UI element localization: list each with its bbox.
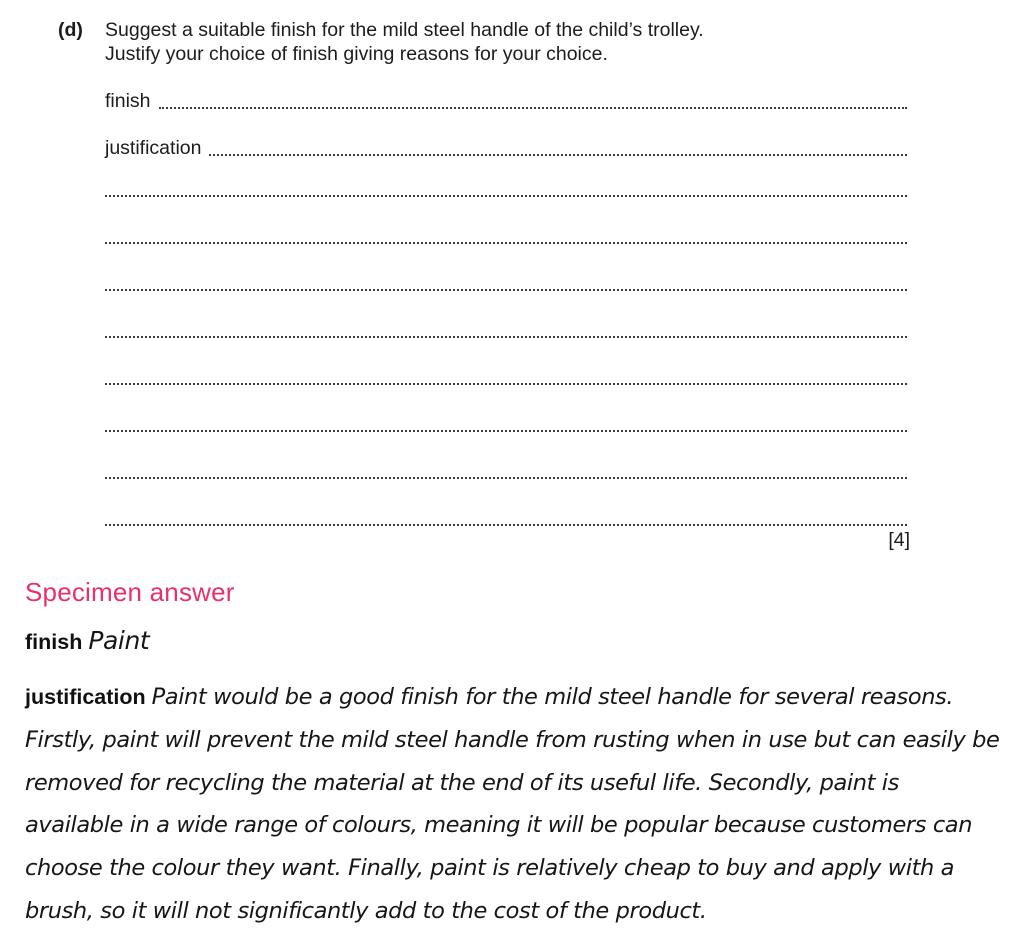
blank-dotted-line bbox=[105, 242, 907, 244]
blank-dotted-line bbox=[105, 524, 907, 526]
blank-dotted-line bbox=[105, 383, 907, 385]
specimen-finish-label: finish bbox=[25, 630, 83, 654]
question-prompt bbox=[105, 18, 704, 66]
specimen-finish-line bbox=[25, 626, 149, 655]
finish-label: finish bbox=[105, 90, 151, 112]
question-number: (d) bbox=[58, 19, 83, 41]
blank-dotted-line bbox=[105, 430, 907, 432]
specimen-answer-heading: Specimen answer bbox=[25, 577, 235, 607]
blank-dotted-line bbox=[105, 477, 907, 479]
marks-indicator: [4] bbox=[888, 529, 910, 551]
question-prompt-line1: Suggest a suitable finish for the mild steel handle of the child’s trolley. bbox=[105, 19, 704, 41]
finish-dotted-line bbox=[159, 90, 907, 109]
specimen-justification-label: justification bbox=[25, 685, 146, 709]
justification-dotted-line bbox=[209, 137, 907, 156]
question-block bbox=[58, 18, 704, 66]
blank-dotted-line bbox=[105, 289, 907, 291]
specimen-justification-paragraph bbox=[25, 676, 1000, 933]
finish-answer-row bbox=[105, 90, 907, 112]
specimen-justification-answer: Paint would be a good finish for the mild steel handle for several reasons. Firstly, paint will prevent the mild steel handle from rusting when in use but can easily be removed for recycling the material at the end of its useful life. Secondly, paint is available in a wide range of colours, meaning it will be popular because customers can choose the colour they want. Finally, paint is relatively cheap to buy and apply with a brush, so it will not significantly add to the cost of the product. bbox=[25, 684, 1000, 924]
blank-dotted-line bbox=[105, 195, 907, 197]
blank-dotted-line bbox=[105, 336, 907, 338]
justification-answer-row bbox=[105, 137, 907, 159]
question-prompt-line2: Justify your choice of finish giving reasons for your choice. bbox=[105, 43, 608, 65]
specimen-finish-answer: Paint bbox=[88, 626, 150, 655]
justification-label: justification bbox=[105, 137, 202, 159]
